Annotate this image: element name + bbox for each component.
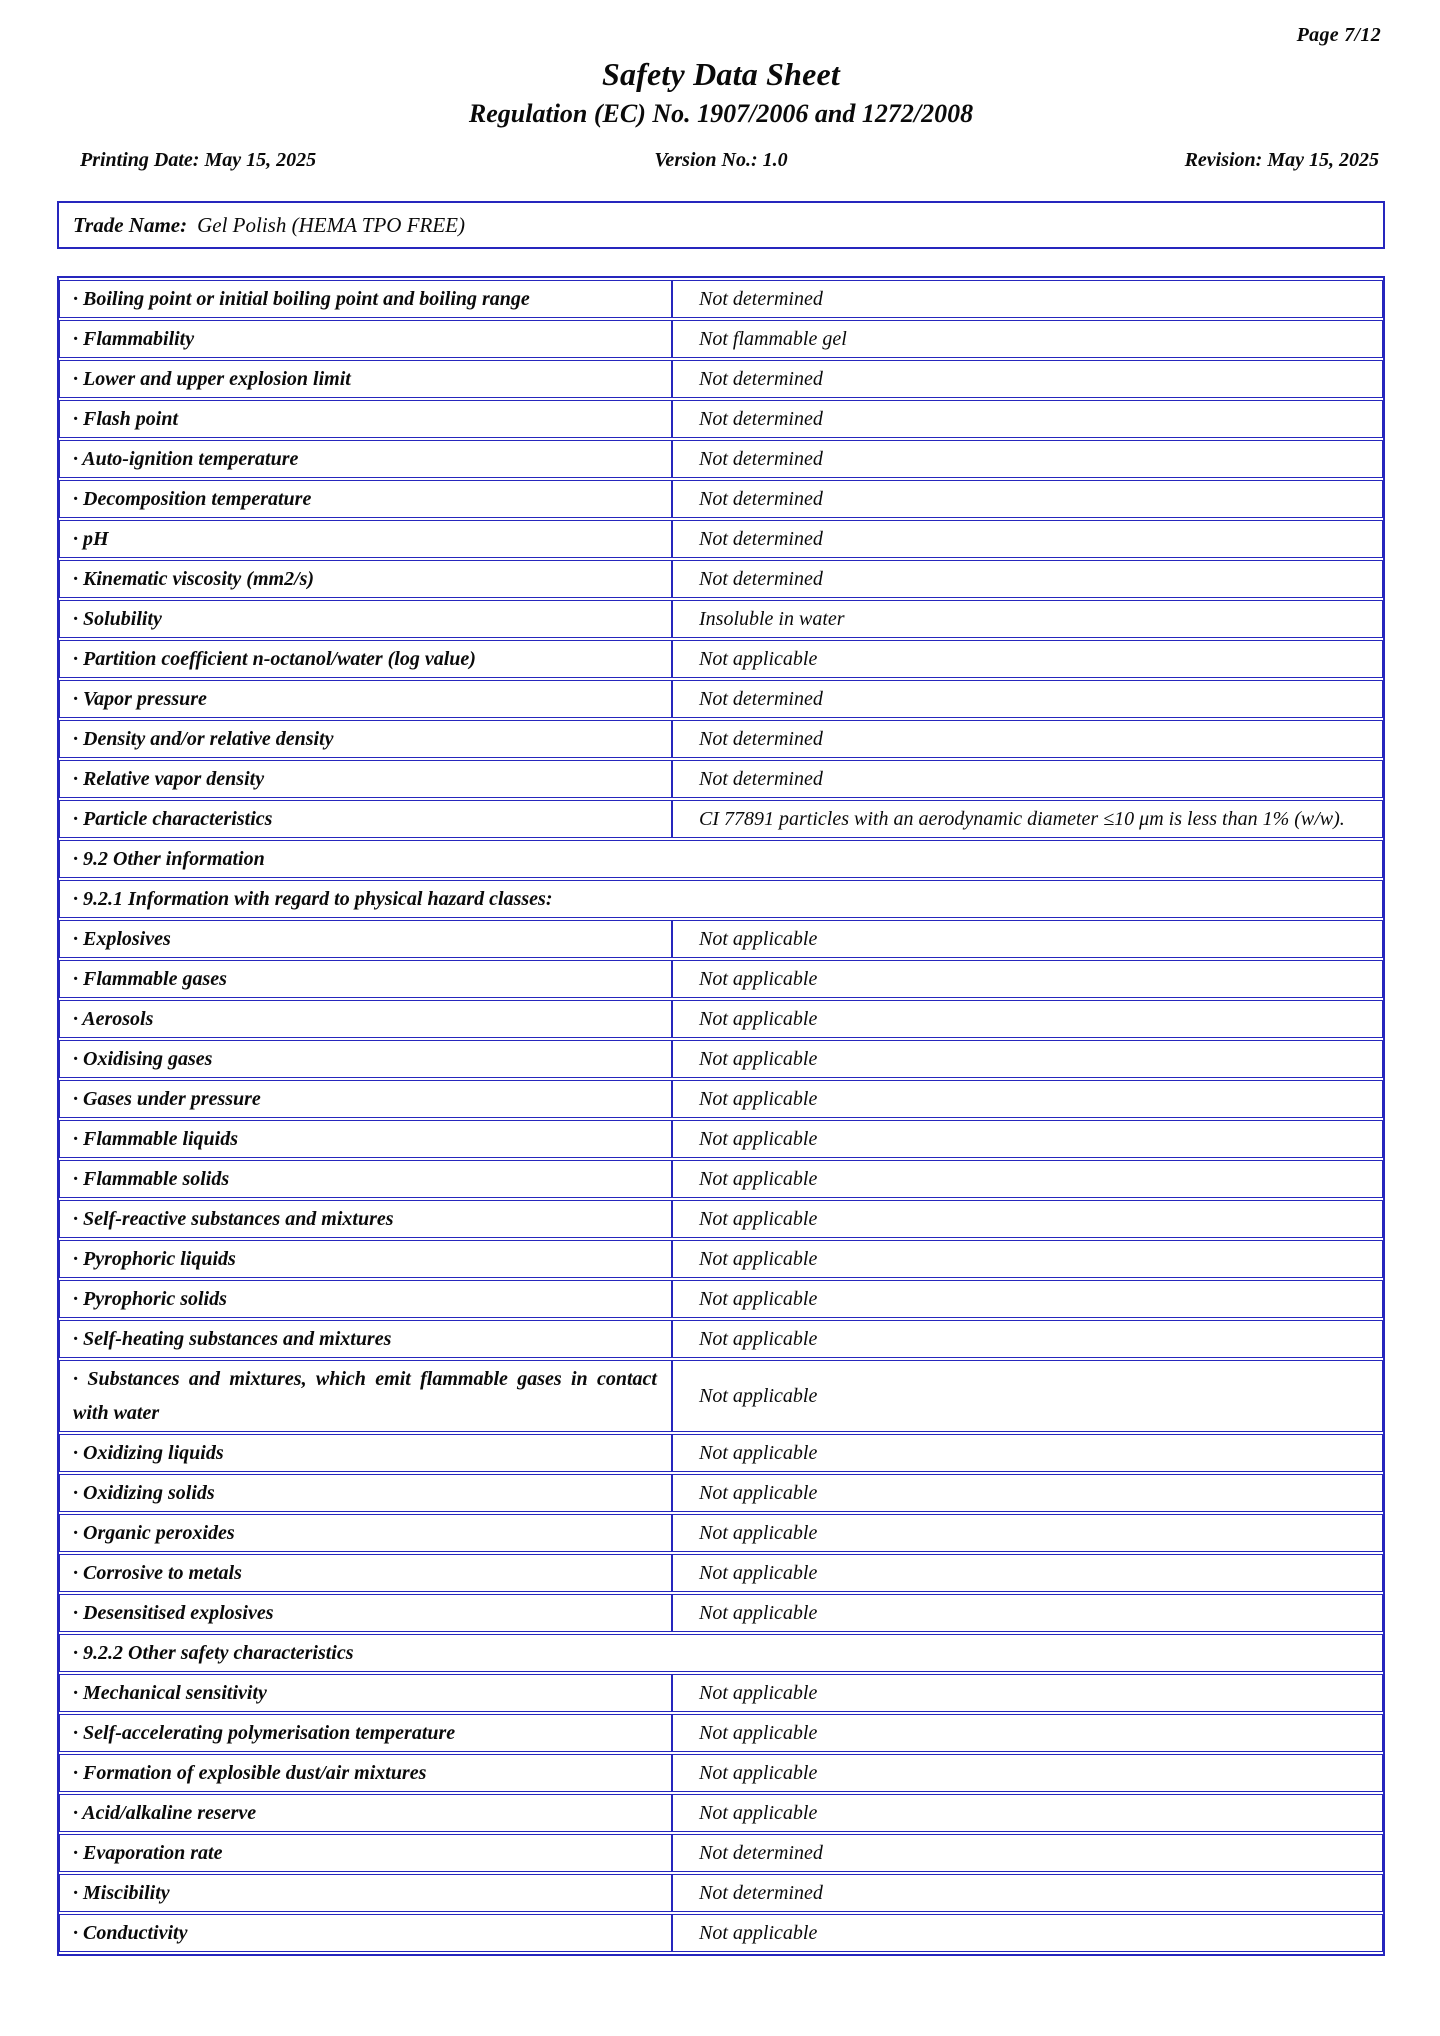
- table-row: [59, 1794, 1383, 1832]
- property-value: Not applicable: [672, 1320, 1383, 1358]
- property-label: · Substances and mixtures, which emit flammable gases in contact with water: [59, 1360, 672, 1432]
- property-value: Not applicable: [672, 1120, 1383, 1158]
- table-row: [59, 960, 1383, 998]
- property-value: Not determined: [672, 440, 1383, 478]
- property-value: Not applicable: [672, 1754, 1383, 1792]
- property-label: · Kinematic viscosity (mm2/s): [59, 560, 672, 598]
- property-label: · Mechanical sensitivity: [59, 1674, 672, 1712]
- property-value: Not flammable gel: [672, 320, 1383, 358]
- property-label: · Vapor pressure: [59, 680, 672, 718]
- property-label: · Solubility: [59, 600, 672, 638]
- property-label: · Self-reactive substances and mixtures: [59, 1200, 672, 1238]
- property-value: Not determined: [672, 400, 1383, 438]
- section-header: · 9.2 Other information: [59, 840, 1383, 878]
- meta-row: [57, 149, 1385, 172]
- table-row: [59, 1674, 1383, 1712]
- table-row: [59, 520, 1383, 558]
- property-value: Not applicable: [672, 1080, 1383, 1118]
- property-label: · Conductivity: [59, 1914, 672, 1952]
- property-value: Not applicable: [672, 1040, 1383, 1078]
- property-label: · Gases under pressure: [59, 1080, 672, 1118]
- section-header: · 9.2.2 Other safety characteristics: [59, 1634, 1383, 1672]
- table-row: [59, 640, 1383, 678]
- printing-date: Printing Date: May 15, 2025: [80, 149, 317, 171]
- property-label: · Density and/or relative density: [59, 720, 672, 758]
- table-row: [59, 1874, 1383, 1912]
- property-value: CI 77891 particles with an aerodynamic diameter ≤10 μm is less than 1% (w/w).: [672, 800, 1383, 838]
- table-row: [59, 1080, 1383, 1118]
- property-label: · Acid/alkaline reserve: [59, 1794, 672, 1832]
- table-row: [59, 1000, 1383, 1038]
- property-label: · Lower and upper explosion limit: [59, 360, 672, 398]
- property-value: Not applicable: [672, 960, 1383, 998]
- property-value: Not determined: [672, 1834, 1383, 1872]
- property-label: · Desensitised explosives: [59, 1594, 672, 1632]
- property-label: · Flammable liquids: [59, 1120, 672, 1158]
- property-value: Not applicable: [672, 1434, 1383, 1472]
- property-label: · Particle characteristics: [59, 800, 672, 838]
- property-label: · Decomposition temperature: [59, 480, 672, 518]
- table-row: [59, 1120, 1383, 1158]
- table-row: [59, 1514, 1383, 1552]
- property-value: Not applicable: [672, 1280, 1383, 1318]
- property-label: · Pyrophoric liquids: [59, 1240, 672, 1278]
- property-label: · Organic peroxides: [59, 1514, 672, 1552]
- property-label: · Corrosive to metals: [59, 1554, 672, 1592]
- physical-properties-table: [57, 276, 1385, 1956]
- property-value: Not applicable: [672, 1794, 1383, 1832]
- property-label: · Boiling point or initial boiling point and boiling range: [59, 280, 672, 318]
- property-value: Not applicable: [672, 1914, 1383, 1952]
- property-label: · Partition coefficient n-octanol/water (log value): [59, 640, 672, 678]
- property-label: · Miscibility: [59, 1874, 672, 1912]
- table-row: [59, 1434, 1383, 1472]
- property-label: · Evaporation rate: [59, 1834, 672, 1872]
- table-row: [59, 1160, 1383, 1198]
- table-row: [59, 1360, 1383, 1432]
- property-value: Not applicable: [672, 1714, 1383, 1752]
- regulation-subtitle: Regulation (EC) No. 1907/2006 and 1272/2008: [468, 99, 974, 128]
- property-value: Not applicable: [672, 1554, 1383, 1592]
- property-value: Not applicable: [672, 1360, 1383, 1432]
- version-number: Version No.: 1.0: [654, 149, 788, 171]
- section-header: · 9.2.1 Information with regard to physical hazard classes:: [59, 880, 1383, 918]
- table-row: [59, 1914, 1383, 1952]
- property-label: · Relative vapor density: [59, 760, 672, 798]
- property-label: · Flammability: [59, 320, 672, 358]
- table-row: [59, 1240, 1383, 1278]
- document-title: Safety Data Sheet: [601, 56, 841, 92]
- property-label: · Explosives: [59, 920, 672, 958]
- property-label: · pH: [59, 520, 672, 558]
- table-row: [59, 1714, 1383, 1752]
- revision-date: Revision: May 15, 2025: [1184, 149, 1379, 171]
- table-row: [59, 1754, 1383, 1792]
- property-value: Not applicable: [672, 1200, 1383, 1238]
- property-value: Not applicable: [672, 1474, 1383, 1512]
- table-row: [59, 1280, 1383, 1318]
- property-value: Insoluble in water: [672, 600, 1383, 638]
- table-row: [59, 1320, 1383, 1358]
- property-value: Not determined: [672, 360, 1383, 398]
- property-value: Not determined: [672, 280, 1383, 318]
- table-row: [59, 560, 1383, 598]
- page-number: Page 7/12: [1296, 24, 1381, 46]
- table-row: [59, 880, 1383, 918]
- table-row: [59, 1040, 1383, 1078]
- property-value: Not determined: [672, 520, 1383, 558]
- property-label: · Flash point: [59, 400, 672, 438]
- table-row: [59, 360, 1383, 398]
- sds-page: [57, 0, 1385, 1956]
- table-row: [59, 800, 1383, 838]
- property-label: · Pyrophoric solids: [59, 1280, 672, 1318]
- property-label: · Self-accelerating polymerisation temperature: [59, 1714, 672, 1752]
- property-value: Not applicable: [672, 1674, 1383, 1712]
- table-row: [59, 1834, 1383, 1872]
- property-label: · Oxidizing liquids: [59, 1434, 672, 1472]
- table-row: [59, 840, 1383, 878]
- trade-name-value: Gel Polish (HEMA TPO FREE): [197, 212, 466, 237]
- property-value: Not applicable: [672, 1594, 1383, 1632]
- table-row: [59, 280, 1383, 318]
- property-label: · Flammable gases: [59, 960, 672, 998]
- property-value: Not determined: [672, 720, 1383, 758]
- property-value: Not determined: [672, 680, 1383, 718]
- property-value: Not applicable: [672, 640, 1383, 678]
- property-value: Not determined: [672, 760, 1383, 798]
- property-value: Not determined: [672, 560, 1383, 598]
- table-row: [59, 920, 1383, 958]
- property-value: Not applicable: [672, 1160, 1383, 1198]
- property-value: Not applicable: [672, 1000, 1383, 1038]
- table-row: [59, 400, 1383, 438]
- property-label: · Aerosols: [59, 1000, 672, 1038]
- table-row: [59, 600, 1383, 638]
- property-value: Not applicable: [672, 920, 1383, 958]
- property-value: Not applicable: [672, 1240, 1383, 1278]
- property-value: Not applicable: [672, 1514, 1383, 1552]
- table-row: [59, 1594, 1383, 1632]
- table-row: [59, 720, 1383, 758]
- table-row: [59, 1554, 1383, 1592]
- table-row: [59, 760, 1383, 798]
- table-row: [59, 440, 1383, 478]
- property-label: · Self-heating substances and mixtures: [59, 1320, 672, 1358]
- table-row: [59, 480, 1383, 518]
- trade-name-label: Trade Name:: [73, 212, 188, 237]
- property-label: · Oxidizing solids: [59, 1474, 672, 1512]
- property-value: Not determined: [672, 480, 1383, 518]
- table-row: [59, 680, 1383, 718]
- property-label: · Formation of explosible dust/air mixtures: [59, 1754, 672, 1792]
- property-label: · Oxidising gases: [59, 1040, 672, 1078]
- property-value: Not determined: [672, 1874, 1383, 1912]
- table-row: [59, 1634, 1383, 1672]
- property-label: · Flammable solids: [59, 1160, 672, 1198]
- table-row: [59, 320, 1383, 358]
- property-label: · Auto-ignition temperature: [59, 440, 672, 478]
- table-row: [59, 1200, 1383, 1238]
- table-row: [59, 1474, 1383, 1512]
- trade-name-box: [57, 201, 1385, 249]
